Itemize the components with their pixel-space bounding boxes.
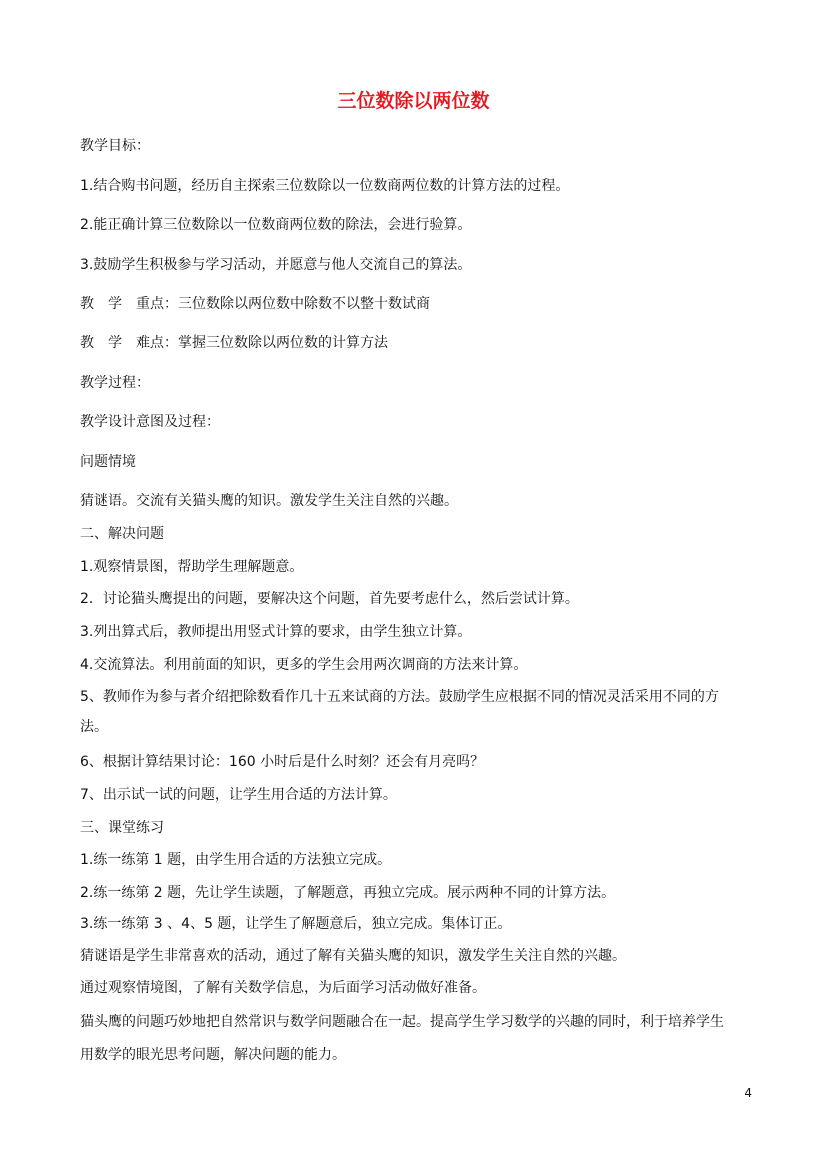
section-heading-process: 教学过程： (80, 375, 150, 391)
objective-item-3: 3.鼓励学生积极参与学习活动，并愿意与他人交流自己的算法。 (80, 257, 472, 273)
list-item: 1.观察情景图，帮助学生理解题意。 (80, 559, 304, 575)
list-item-continuation: 法。 (80, 719, 108, 735)
list-item: 7、出示试一试的问题，让学生用合适的方法计算。 (80, 787, 397, 803)
objective-item-1: 1.结合购书问题，经历自主探索三位数除以一位数商两位数的计算方法的过程。 (80, 178, 570, 194)
paragraph-line: 猜谜语是学生非常喜欢的活动，通过了解有关猫头鹰的知识，激发学生关注自然的兴趣。 (80, 948, 626, 964)
section-heading-solve: 二、解决问题 (80, 526, 164, 542)
teaching-difficulty: 教 学 难点：掌握三位数除以两位数的计算方法 (80, 335, 388, 351)
paragraph-line: 猜谜语。交流有关猫头鹰的知识。激发学生关注自然的兴趣。 (80, 493, 458, 509)
paragraph-line: 猫头鹰的问题巧妙地把自然常识与数学问题融合在一起。提高学生学习数学的兴趣的同时，利于培养学生 (80, 1014, 724, 1030)
teaching-key-point: 教 学 重点：三位数除以两位数中除数不以整十数试商 (80, 296, 430, 312)
list-item: 1.练一练第 1 题，由学生用合适的方法独立完成。 (80, 852, 392, 868)
paragraph-line: 通过观察情境图，了解有关数学信息，为后面学习活动做好准备。 (80, 980, 486, 996)
section-heading-objectives: 教学目标： (80, 138, 150, 154)
list-item: 5、教师作为参与者介绍把除数看作几十五来试商的方法。鼓励学生应根据不同的情况灵活采用不同的方 (80, 689, 719, 705)
section-heading-design: 教学设计意图及过程： (80, 414, 220, 430)
document-title: 三位数除以两位数 (337, 90, 490, 112)
list-item: 4.交流算法。利用前面的知识，更多的学生会用两次调商的方法来计算。 (80, 657, 528, 673)
page-number: 4 (744, 1086, 752, 1100)
list-item: 2.练一练第 2 题，先让学生读题，了解题意，再独立完成。展示两种不同的计算方法。 (80, 885, 616, 901)
section-heading-situation: 问题情境 (80, 454, 136, 470)
list-item: 3.练一练第 3 、4、5 题，让学生了解题意后，独立完成。集体订正。 (80, 916, 512, 932)
section-heading-practice: 三、课堂练习 (80, 820, 164, 836)
list-item: 6、根据计算结果讨论：160 小时后是什么时刻？还会有月亮吗？ (80, 754, 485, 770)
list-item: 3.列出算式后，教师提出用竖式计算的要求，由学生独立计算。 (80, 624, 472, 640)
paragraph-line: 用数学的眼光思考问题，解决问题的能力。 (80, 1047, 346, 1063)
list-item: 2．讨论猫头鹰提出的问题，要解决这个问题，首先要考虑什么，然后尝试计算。 (80, 591, 579, 607)
objective-item-2: 2.能正确计算三位数除以一位数商两位数的除法，会进行验算。 (80, 217, 472, 233)
